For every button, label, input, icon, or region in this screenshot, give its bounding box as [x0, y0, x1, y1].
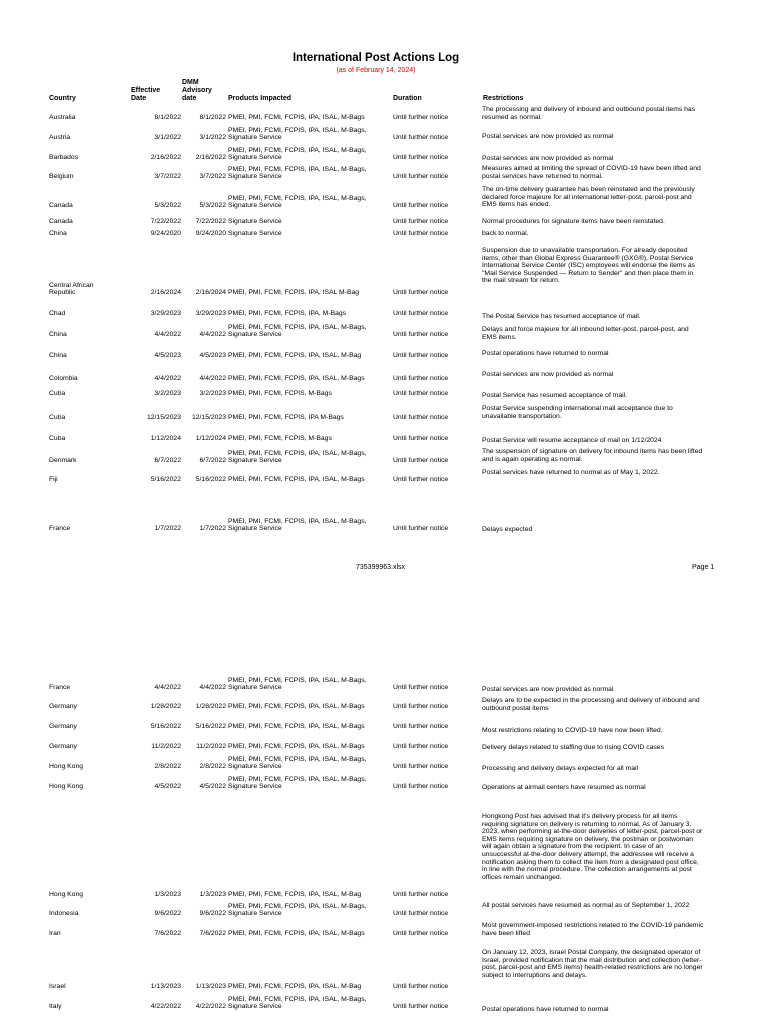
dmm-date-cell: 3/7/2022 — [199, 173, 226, 181]
country-cell: Cuba — [49, 414, 66, 422]
header-country: Country — [49, 95, 76, 102]
duration-cell: Until further notice — [393, 202, 449, 210]
effective-date-cell: 5/16/2022 — [150, 476, 181, 484]
dmm-date-cell: 8/1/2022 — [199, 114, 226, 122]
duration-cell: Until further notice — [393, 891, 449, 899]
country-cell: Central African Republic — [49, 281, 94, 297]
restrictions-cell: Postal Service suspending international mail acceptance due to unavailable transportation. — [482, 405, 673, 420]
dmm-date-cell: 5/16/2022 — [195, 723, 226, 731]
country-cell: Belgium — [49, 173, 74, 181]
dmm-date-cell: 5/16/2022 — [195, 476, 226, 484]
products-cell: PMEI, PMI, FCMI, FCPIS, M-Bags — [228, 435, 332, 443]
dmm-date-cell: 7/22/2022 — [195, 218, 226, 226]
products-cell: PMEI, PMI, FCMI, FCPIS, IPA, ISAL, M-Bags — [228, 703, 365, 711]
country-cell: Colombia — [49, 375, 78, 383]
products-cell: PMEI, PMI, FCMI, FCPIS, IPA, ISAL, M-Bags — [228, 476, 365, 484]
effective-date-cell: 7/22/2022 — [150, 218, 181, 226]
duration-cell: Until further notice — [393, 703, 449, 711]
effective-date-cell: 3/1/2022 — [154, 134, 181, 142]
restrictions-cell: Most restrictions relating to COVID-19 have now been lifted. — [482, 727, 663, 734]
products-cell: PMEI, PMI, FCMI, FCPIS, IPA, ISAL, M-Bags, Signature Service — [228, 995, 367, 1011]
duration-cell: Until further notice — [393, 684, 449, 692]
effective-date-cell: 3/7/2022 — [154, 173, 181, 181]
footer-filename: 735399963.xlsx — [356, 564, 406, 571]
restrictions-cell: All postal services have resumed as normal as of September 1, 2022 — [482, 902, 690, 909]
duration-cell: Until further notice — [393, 457, 449, 465]
restrictions-cell: Postal Service has resumed acceptance of mail. — [482, 392, 628, 399]
duration-cell: Until further notice — [393, 783, 449, 791]
effective-date-cell: 4/22/2022 — [150, 1003, 181, 1011]
products-cell: PMEI, PMI, FCMI, FCPIS, IPA, ISAL, M-Bags — [228, 723, 365, 731]
country-cell: China — [49, 230, 67, 238]
restrictions-cell: Postal operations have returned to normal — [482, 350, 609, 357]
restrictions-cell: Hongkong Post has advised that it's delivery process for all items requiring signature on delivery is returning to normal. As of January 3, 2023, when performing at-the-door deliveries of letter-post, parcel-post or EMS items requiring signature on delivery, the postman or postwoman will again obtain a signature from the recipient. In case of an unsuccessful at-the-door delivery attempt, the addressee will receive a notification asking them to collect the item from a designated post office, in line with the normal procedure. The collection arrangements at post offices remain unchanged. — [482, 813, 703, 881]
duration-cell: Until further notice — [393, 930, 449, 938]
restrictions-cell: On January 12, 2023, Israel Postal Company, the designated operator of Israel, provided notification that the mail distribution and collection (letter-post, parcel-post and EMS items) health-related restrictions are no longer subject to interruptions and delays. — [482, 949, 703, 979]
country-cell: Italy — [49, 1003, 62, 1011]
products-cell: PMEI, PMI, FCMI, FCPIS, IPA, ISAL, M-Bags, Signature Service — [228, 194, 367, 210]
restrictions-cell: Suspension due to unavailable transportation. For already deposited items, other than Global Express Guarantee® (GXG®), Postal Service International Service Center (ISC) employees will endorse the items as "Mail Service Suspended — Return to Sender" and then place them in the mail stream for return. — [482, 247, 696, 285]
products-cell: PMEI, PMI, FCMI, FCPIS, IPA, ISAL, M-Bags — [228, 114, 365, 122]
duration-cell: Until further notice — [393, 414, 449, 422]
effective-date-cell: 5/3/2022 — [154, 202, 181, 210]
header-restrictions: Restrictions — [483, 95, 524, 102]
duration-cell: Until further notice — [393, 983, 449, 991]
restrictions-cell: Postal services are now provided as normal — [482, 155, 614, 162]
page-title: International Post Actions Log — [292, 52, 460, 64]
restrictions-cell: Delivery delays related to staffing due to rising COVID cases — [482, 744, 664, 751]
products-cell: PMEI, PMI, FCMI, FCPIS, IPA, ISAL, M-Bags, Signature Service — [228, 517, 367, 533]
effective-date-cell: 3/29/2023 — [150, 310, 181, 318]
country-cell: France — [49, 684, 71, 692]
restrictions-cell: The on-time delivery guarantee has been reinstated and the previously declared force majeure for all international letter-post, parcel-post and EMS items has ended. — [482, 186, 695, 209]
country-cell: Denmark — [49, 457, 77, 465]
dmm-date-cell: 4/5/2022 — [199, 783, 226, 791]
duration-cell: Until further notice — [393, 743, 449, 751]
country-cell: Germany — [49, 723, 77, 731]
restrictions-cell: Postal services are now provided as normal — [482, 133, 614, 140]
restrictions-cell: Processing and delivery delays expected for all mail — [482, 765, 639, 772]
restrictions-cell: Postal services are now provided as normal — [482, 686, 614, 693]
effective-date-cell: 2/16/2024 — [150, 289, 181, 297]
duration-cell: Until further notice — [393, 331, 449, 339]
duration-cell: Until further notice — [393, 390, 449, 398]
duration-cell: Until further notice — [393, 476, 449, 484]
effective-date-cell: 1/28/2022 — [150, 703, 181, 711]
products-cell: PMEI, PMI, FCMI, FCPIS, IPA, ISAL, M-Bags, Signature Service — [228, 902, 367, 918]
effective-date-cell: 4/4/2022 — [154, 684, 181, 692]
duration-cell: Until further notice — [393, 1003, 449, 1011]
dmm-date-cell: 9/24/2020 — [195, 230, 226, 238]
products-cell: PMEI, PMI, FCMI, FCPIS, IPA, ISAL, M-Bag — [228, 352, 362, 360]
country-cell: Germany — [49, 703, 77, 711]
products-cell: PMEI, PMI, FCMI, FCPIS, IPA, ISAL, M-Bags, Signature Service — [228, 165, 367, 181]
effective-date-cell: 3/2/2023 — [154, 390, 181, 398]
products-cell: PMEI, PMI, FCMI, FCPIS, IPA, ISAL, M-Bags — [228, 930, 365, 938]
country-cell: Cuba — [49, 435, 66, 443]
dmm-date-cell: 4/22/2022 — [195, 1003, 226, 1011]
country-cell: Hong Kong — [49, 783, 84, 791]
dmm-date-cell: 4/4/2022 — [199, 684, 226, 692]
restrictions-cell: Operations at airmail centers have resumed as normal — [482, 784, 646, 791]
country-cell: Canada — [49, 218, 73, 226]
effective-date-cell: 4/5/2023 — [154, 352, 181, 360]
header-products: Products Impacted — [228, 95, 292, 102]
header-dmm-date: DMM Advisory date — [182, 79, 212, 102]
restrictions-cell: The processing and delivery of inbound and outbound postal items has resumed as normal. — [482, 106, 696, 121]
products-cell: PMEI, PMI, FCMI, FCPIS, IPA, ISAL, M-Bags, Signature Service — [228, 755, 367, 771]
effective-date-cell: 12/15/2023 — [146, 414, 181, 422]
restrictions-cell: Postal operations have returned to normal — [482, 1006, 609, 1013]
effective-date-cell: 4/4/2022 — [154, 331, 181, 339]
duration-cell: Until further notice — [393, 723, 449, 731]
restrictions-cell: Most government-imposed restrictions related to the COVID-19 pandemic have been lifted — [482, 922, 704, 937]
country-cell: Germany — [49, 743, 77, 751]
restrictions-cell: Delays expected — [482, 526, 533, 533]
duration-cell: Until further notice — [393, 230, 449, 238]
restrictions-cell: The Postal Service has resumed acceptance of mail. — [482, 313, 641, 320]
effective-date-cell: 2/16/2022 — [150, 154, 181, 162]
restrictions-cell: The suspension of signature on delivery for inbound items has been lifted and is again operating as normal. — [482, 448, 703, 463]
dmm-date-cell: 2/8/2022 — [199, 763, 226, 771]
restrictions-cell: Postal services have returned to normal as of May 1, 2022. — [482, 469, 660, 476]
effective-date-cell: 1/7/2022 — [154, 525, 181, 533]
dmm-date-cell: 11/2/2022 — [196, 743, 226, 751]
duration-cell: Until further notice — [393, 134, 449, 142]
country-cell: Hong Kong — [49, 891, 84, 899]
dmm-date-cell: 1/3/2023 — [199, 891, 226, 899]
products-cell: PMEI, PMI, FCMI, FCPIS, IPA, ISAL, M-Bags, Signature Service — [228, 323, 367, 339]
country-cell: China — [49, 352, 67, 360]
country-cell: Indonesia — [49, 910, 79, 918]
products-cell: PMEI, PMI, FCMI, FCPIS, IPA, ISAL, M-Bag — [228, 983, 362, 991]
effective-date-cell: 4/5/2022 — [154, 783, 181, 791]
country-cell: Hong Kong — [49, 763, 84, 771]
duration-cell: Until further notice — [393, 173, 449, 181]
dmm-date-cell: 4/4/2022 — [199, 331, 226, 339]
dmm-date-cell: 2/16/2022 — [195, 154, 226, 162]
products-cell: PMEI, PMI, FCMI, FCPIS, IPA, ISAL M-Bag — [228, 289, 360, 297]
country-cell: Australia — [49, 114, 76, 122]
products-cell: Signature Service — [228, 230, 282, 238]
country-cell: France — [49, 525, 71, 533]
effective-date-cell: 7/6/2022 — [154, 930, 181, 938]
products-cell: PMEI, PMI, FCMI, FCPIS, IPA, ISAL, M-Bags, Signature Service — [228, 126, 367, 142]
duration-cell: Until further notice — [393, 763, 449, 771]
dmm-date-cell: 1/7/2022 — [199, 525, 226, 533]
dmm-date-cell: 7/6/2022 — [199, 930, 226, 938]
products-cell: PMEI, PMI, FCMI, FCPIS, IPA M-Bags — [228, 414, 344, 422]
dmm-date-cell: 1/28/2022 — [195, 703, 226, 711]
country-cell: Cuba — [49, 390, 66, 398]
effective-date-cell: 9/6/2022 — [154, 910, 181, 918]
dmm-date-cell: 4/4/2022 — [199, 375, 226, 383]
duration-cell: Until further notice — [393, 525, 449, 533]
duration-cell: Until further notice — [393, 114, 449, 122]
restrictions-cell: back to normal. — [482, 230, 529, 237]
products-cell: PMEI, PMI, FCMI, FCPIS, M-Bags — [228, 390, 332, 398]
dmm-date-cell: 1/13/2023 — [195, 983, 226, 991]
dmm-date-cell: 3/1/2022 — [199, 134, 226, 142]
duration-cell: Until further notice — [393, 910, 449, 918]
dmm-date-cell: 2/16/2024 — [195, 289, 226, 297]
dmm-date-cell: 3/2/2023 — [199, 390, 226, 398]
effective-date-cell: 2/8/2022 — [154, 763, 181, 771]
country-cell: Chad — [49, 310, 66, 318]
country-cell: China — [49, 331, 67, 339]
products-cell: PMEI, PMI, FCMI, FCPIS, IPA, M-Bags — [228, 310, 347, 318]
country-cell: Fiji — [49, 476, 58, 484]
duration-cell: Until further notice — [393, 352, 449, 360]
restrictions-cell: Postal services are now provided as normal — [482, 371, 614, 378]
products-cell: Signature Service — [228, 218, 282, 226]
effective-date-cell: 4/4/2022 — [154, 375, 181, 383]
dmm-date-cell: 3/29/2023 — [195, 310, 226, 318]
effective-date-cell: 5/16/2022 — [150, 723, 181, 731]
duration-cell: Until further notice — [393, 289, 449, 297]
effective-date-cell: 11/2/2022 — [151, 743, 181, 751]
dmm-date-cell: 9/6/2022 — [199, 910, 226, 918]
duration-cell: Until further notice — [393, 218, 449, 226]
header-effective-date: Effective Date — [131, 87, 161, 102]
dmm-date-cell: 5/3/2022 — [199, 202, 226, 210]
dmm-date-cell: 4/5/2023 — [199, 352, 226, 360]
restrictions-cell: Normal procedures for signature items have been reinstated. — [482, 218, 665, 225]
country-cell: Canada — [49, 202, 73, 210]
duration-cell: Until further notice — [393, 375, 449, 383]
footer-page-number: Page 1 — [692, 564, 715, 571]
country-cell: Israel — [49, 983, 66, 991]
dmm-date-cell: 1/12/2024 — [195, 435, 226, 443]
restrictions-cell: Delays are to be expected in the processing and delivery of inbound and outbound postal items — [482, 697, 700, 712]
effective-date-cell: 8/1/2022 — [154, 114, 181, 122]
dmm-date-cell: 6/7/2022 — [199, 457, 226, 465]
country-cell: Iran — [49, 930, 61, 938]
products-cell: PMEI, PMI, FCMI, FCPIS, IPA, ISAL, M-Bags — [228, 375, 365, 383]
country-cell: Austria — [49, 134, 71, 142]
effective-date-cell: 9/24/2020 — [150, 230, 181, 238]
products-cell: PMEI, PMI, FCMI, FCPIS, IPA, ISAL, M-Bags, Signature Service — [228, 775, 367, 791]
products-cell: PMEI, PMI, FCMI, FCPIS, IPA, ISAL, M-Bags, Signature Service — [228, 449, 367, 465]
effective-date-cell: 1/3/2023 — [154, 891, 181, 899]
effective-date-cell: 1/13/2023 — [150, 983, 181, 991]
restrictions-cell: Postal Service will resume acceptance of mail on 1/12/2024 — [482, 437, 662, 444]
country-cell: Barbados — [49, 154, 79, 162]
products-cell: PMEI, PMI, FCMI, FCPIS, IPA, ISAL, M-Bags, Signature Service — [228, 146, 367, 162]
dmm-date-cell: 12/15/2023 — [191, 414, 226, 422]
page-subtitle: (as of February 14, 2024) — [336, 67, 416, 74]
effective-date-cell: 1/12/2024 — [150, 435, 181, 443]
duration-cell: Until further notice — [393, 435, 449, 443]
products-cell: PMEI, PMI, FCMI, FCPIS, IPA, ISAL, M-Bags — [228, 743, 365, 751]
products-cell: PMEI, PMI, FCMI, FCPIS, IPA, ISAL, M-Bags, Signature Service — [228, 676, 367, 692]
duration-cell: Until further notice — [393, 154, 449, 162]
duration-cell: Until further notice — [393, 310, 449, 318]
restrictions-cell: Delays and force majeure for all inbound letter-post, parcel-post, and EMS items. — [482, 326, 689, 341]
restrictions-cell: Measures aimed at limiting the spread of COVID-19 have been lifted and postal services have returned to normal. — [482, 165, 701, 180]
products-cell: PMEI, PMI, FCMI, FCPIS, IPA, ISAL, M-Bag — [228, 891, 362, 899]
effective-date-cell: 6/7/2022 — [154, 457, 181, 465]
header-duration: Duration — [393, 95, 422, 102]
